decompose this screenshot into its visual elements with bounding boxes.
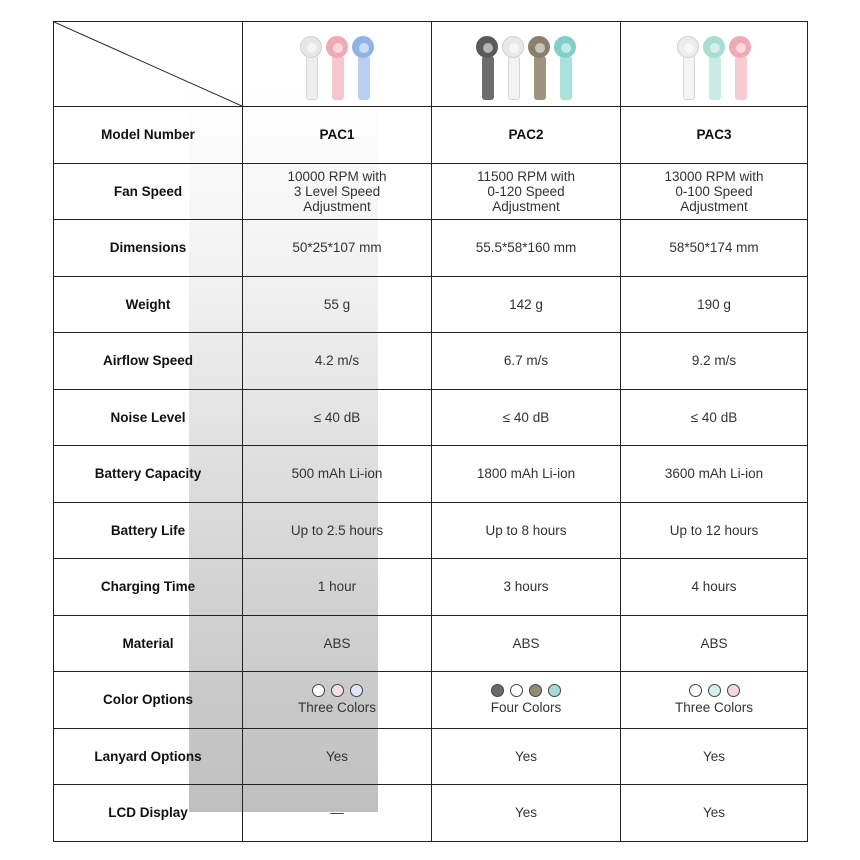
color-swatch-icon [312,684,325,697]
table-row-lanyard-options [54,728,808,785]
table-row-weight [54,276,808,333]
cell-pac1: Up to 2.5 hours [243,502,432,559]
color-options-text: Four Colors [490,700,562,716]
color-swatch-icon [491,684,504,697]
cell-pac2 [432,672,621,729]
row-label: Fan Speed [54,163,243,220]
color-options-text: Three Colors [297,700,377,716]
cell-pac1: ≤ 40 dB [243,389,432,446]
cell-pac2: 55.5*58*160 mm [432,220,621,277]
diagonal-corner-cell [54,22,243,107]
cell-pac3: 13000 RPM with 0-100 Speed Adjustment [621,163,808,220]
row-label: Lanyard Options [54,728,243,785]
cell-pac2: PAC2 [432,107,621,164]
cell-pac2: ABS [432,615,621,672]
row-label: Airflow Speed [54,333,243,390]
handheld-fan-icon [677,36,699,98]
handheld-fan-icon [703,36,725,98]
handheld-fan-icon [476,36,498,98]
color-swatch-icon [331,684,344,697]
row-label: Color Options [54,672,243,729]
cell-pac3: ≤ 40 dB [621,389,808,446]
row-label: Battery Capacity [54,446,243,503]
row-label: Battery Life [54,502,243,559]
table-row-color-options [54,672,808,729]
cell-pac2: Up to 8 hours [432,502,621,559]
table-row-lcd-display [54,785,808,842]
cell-pac3: ABS [621,615,808,672]
cell-pac3: 3600 mAh Li-ion [621,446,808,503]
comparison-table [53,21,808,842]
cell-pac1 [243,672,432,729]
handheld-fan-icon [352,36,374,98]
cell-pac1: 1 hour [243,559,432,616]
cell-pac3: Yes [621,728,808,785]
product-image-pac2 [432,22,621,107]
color-swatch-icon [548,684,561,697]
handheld-fan-icon [326,36,348,98]
cell-pac1: 55 g [243,276,432,333]
cell-pac1: 10000 RPM with 3 Level Speed Adjustment [243,163,432,220]
cell-pac1: Yes [243,728,432,785]
cell-pac3: Up to 12 hours [621,502,808,559]
row-label: Charging Time [54,559,243,616]
cell-pac3: 58*50*174 mm [621,220,808,277]
cell-pac3: PAC3 [621,107,808,164]
cell-pac3: Yes [621,785,808,842]
cell-pac1: PAC1 [243,107,432,164]
product-image-pac1 [243,22,432,107]
diagonal-line-icon [54,22,242,106]
color-options-text: Three Colors [674,700,754,716]
row-label: Model Number [54,107,243,164]
row-label: Noise Level [54,389,243,446]
cell-pac2: 142 g [432,276,621,333]
table-row-battery-life [54,502,808,559]
handheld-fan-icon [554,36,576,98]
cell-pac3: 4 hours [621,559,808,616]
cell-pac2: 1800 mAh Li-ion [432,446,621,503]
color-swatch-icon [708,684,721,697]
table-row-noise-level [54,389,808,446]
product-image-pac3 [621,22,808,107]
color-swatches [253,684,421,697]
row-label: Weight [54,276,243,333]
table-row-material [54,615,808,672]
cell-pac3: 190 g [621,276,808,333]
handheld-fan-icon [300,36,322,98]
cell-pac2: 3 hours [432,559,621,616]
color-swatch-icon [689,684,702,697]
row-label: Dimensions [54,220,243,277]
header-row [54,22,808,107]
cell-pac2: Yes [432,728,621,785]
handheld-fan-icon [729,36,751,98]
color-swatches [631,684,797,697]
color-swatch-icon [510,684,523,697]
row-label: LCD Display [54,785,243,842]
cell-pac2: 6.7 m/s [432,333,621,390]
table-body [54,22,808,842]
table-row-model-number [54,107,808,164]
cell-pac1: — [243,785,432,842]
handheld-fan-icon [528,36,550,98]
handheld-fan-icon [502,36,524,98]
color-swatch-icon [350,684,363,697]
table-row-dimensions [54,220,808,277]
table-row-battery-capacity [54,446,808,503]
cell-pac3: 9.2 m/s [621,333,808,390]
cell-pac1: 500 mAh Li-ion [243,446,432,503]
cell-pac3 [621,672,808,729]
comparison-table-wrap [53,21,807,842]
cell-pac1: 4.2 m/s [243,333,432,390]
row-label: Material [54,615,243,672]
cell-pac1: ABS [243,615,432,672]
color-swatch-icon [529,684,542,697]
cell-pac2: ≤ 40 dB [432,389,621,446]
color-swatches [442,684,610,697]
table-row-fan-speed [54,163,808,220]
cell-pac2: 11500 RPM with 0-120 Speed Adjustment [432,163,621,220]
cell-pac1: 50*25*107 mm [243,220,432,277]
cell-pac2: Yes [432,785,621,842]
table-row-airflow-speed [54,333,808,390]
table-row-charging-time [54,559,808,616]
color-swatch-icon [727,684,740,697]
